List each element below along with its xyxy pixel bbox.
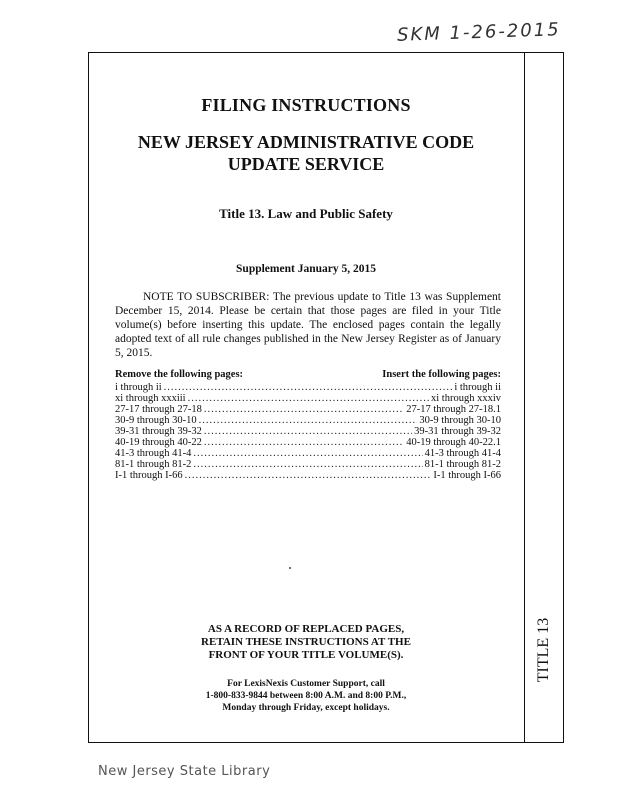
remove-pages: 41-3 through 41-4 xyxy=(115,448,192,459)
subscriber-note: NOTE TO SUBSCRIBER: The previous update to Title 13 was Supplement December 15, 2014. Please be certain that those pages are filed in your Title volume(s) before inserting this update. The enclosed pages contain the legally adopted text of all rule changes published in the New Jersey Register as of January 5, 2015. xyxy=(115,291,501,359)
library-stamp: New Jersey State Library xyxy=(98,764,271,779)
page-row xyxy=(115,415,501,426)
pages-header xyxy=(115,369,501,380)
page-row xyxy=(115,437,501,448)
support-line2: 1-800-833-9844 between 8:00 A.M. and 8:00 P.M., xyxy=(205,691,407,701)
remove-pages: 30-9 through 30-10 xyxy=(115,415,197,426)
code-title-line2: UPDATE SERVICE xyxy=(227,154,385,174)
side-tab-label: TITLE 13 xyxy=(535,617,552,683)
record-line2: RETAIN THESE INSTRUCTIONS AT THE xyxy=(201,636,411,648)
code-title-line1: NEW JERSEY ADMINISTRATIVE CODE xyxy=(137,132,475,152)
insert-pages: 41-3 through 41-4 xyxy=(424,448,501,459)
pages-list xyxy=(115,382,501,481)
insert-pages: I-1 through I-66 xyxy=(433,470,501,481)
dot-leader xyxy=(164,382,453,393)
insert-pages: 81-1 through 81-2 xyxy=(424,459,501,470)
remove-pages: i through ii xyxy=(115,382,162,393)
page-row xyxy=(115,448,501,459)
dot-leader xyxy=(204,404,404,415)
dot-leader xyxy=(185,470,432,481)
record-instructions xyxy=(88,623,524,662)
insert-pages: i through ii xyxy=(454,382,501,393)
remove-pages: xi through xxxiii xyxy=(115,393,186,404)
page-row xyxy=(115,404,501,415)
supplement-date: Supplement January 5, 2015 xyxy=(236,263,376,275)
insert-pages: 30-9 through 30-10 xyxy=(419,415,501,426)
remove-pages: 81-1 through 81-2 xyxy=(115,459,192,470)
page-row xyxy=(115,382,501,393)
insert-pages: 39-31 through 39-32 xyxy=(414,426,501,437)
dot-leader xyxy=(193,448,422,459)
tab-divider xyxy=(524,52,525,743)
handwritten-note: SKM 1-26-2015 xyxy=(396,19,561,46)
dot-leader xyxy=(188,393,429,404)
remove-pages: 39-31 through 39-32 xyxy=(115,426,202,437)
dot-leader xyxy=(204,437,404,448)
dot-leader xyxy=(199,415,418,426)
code-title xyxy=(88,131,524,175)
insert-pages: 27-17 through 27-18.1 xyxy=(406,404,501,415)
record-line3: FRONT OF YOUR TITLE VOLUME(S). xyxy=(208,649,404,661)
side-tab xyxy=(528,600,560,700)
customer-support xyxy=(88,678,524,714)
page-row xyxy=(115,459,501,470)
remove-pages: I-1 through I-66 xyxy=(115,470,183,481)
support-line3: Monday through Friday, except holidays. xyxy=(222,703,390,713)
page-row xyxy=(115,426,501,437)
title-subtitle: Title 13. Law and Public Safety xyxy=(219,206,393,221)
insert-header: Insert the following pages: xyxy=(382,369,501,380)
dot-leader xyxy=(193,459,422,470)
insert-pages: xi through xxxiv xyxy=(431,393,501,404)
insert-pages: 40-19 through 40-22.1 xyxy=(406,437,501,448)
remove-pages: 27-17 through 27-18 xyxy=(115,404,202,415)
remove-pages: 40-19 through 40-22 xyxy=(115,437,202,448)
page-row xyxy=(115,393,501,404)
record-line1: AS A RECORD OF REPLACED PAGES, xyxy=(207,623,405,635)
dot-leader xyxy=(204,426,412,437)
remove-header: Remove the following pages: xyxy=(115,369,244,380)
page-row xyxy=(115,470,501,481)
support-line1: For LexisNexis Customer Support, call xyxy=(227,679,385,689)
filing-instructions-title: FILING INSTRUCTIONS xyxy=(201,95,411,115)
speck xyxy=(289,567,291,569)
